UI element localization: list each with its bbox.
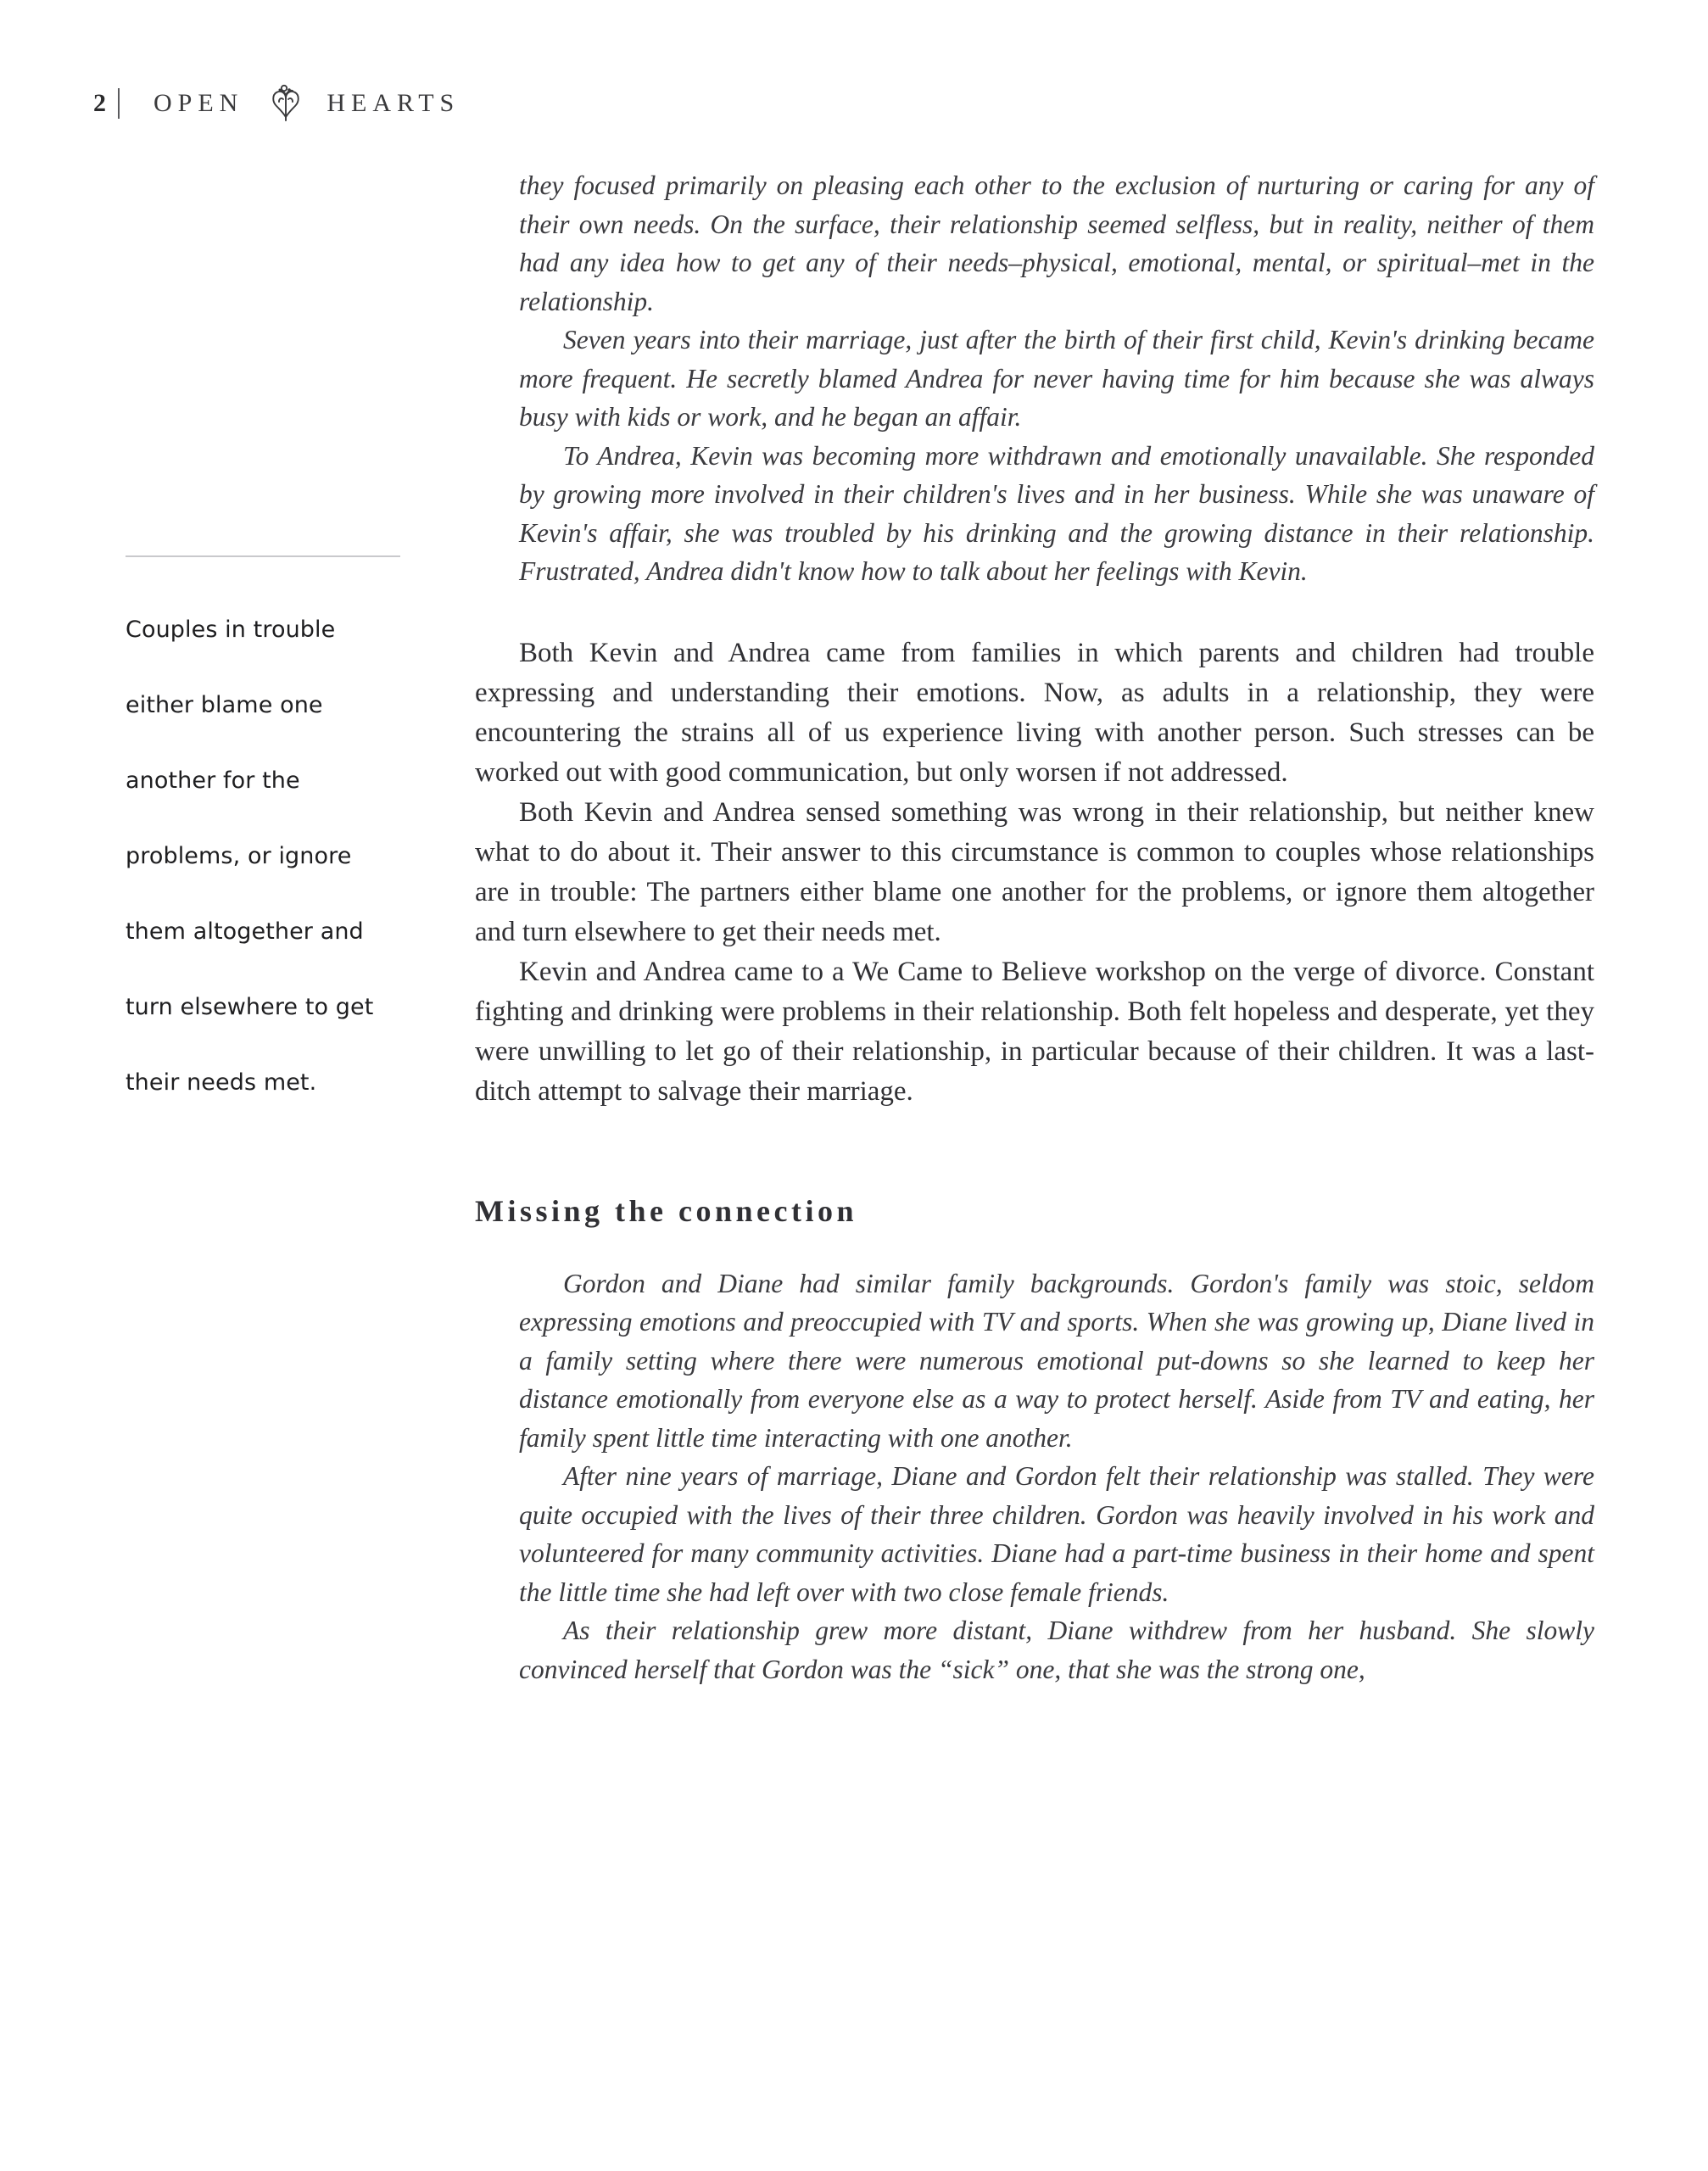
paragraph: To Andrea, Kevin was becoming more withdrawn and emotionally unavailable. She responded by growing more involved in their children's lives and in her business. While she was unaware of Kevin's affair, she was troubled by his drinking and the growing distance in their relationship. Frustrated, Andrea didn't know how to talk about her feelings with Kevin. [519,440,1594,586]
page-number: 2 [93,89,106,117]
block-spacer [475,591,1594,633]
running-header [93,85,460,122]
folio-divider [118,88,120,119]
pull-quote-line: problems, or ignore [126,843,352,870]
italic-narrative-block-one [519,166,1594,591]
paragraph: Gordon and Diane had similar family backgrounds. Gordon's family was stoic, seldom expressing emotions and preoccupied with TV and sports. When she was growing up, Diane lived in a family setting where there were numerous emotional put-downs so she learned to keep her distance emotionally from everyone else as a way to protect herself. Aside from TV and eating, her family spent little time interacting with one another. [519,1268,1594,1453]
block-spacer [475,1112,1594,1193]
pull-quote-line: another for the [126,767,300,795]
section-heading: Missing the connection [475,1193,858,1228]
block-spacer [475,1229,1594,1264]
pull-quote-line: their needs met. [126,1069,317,1097]
sidebar-pull-quote [126,555,405,1096]
paragraph: Seven years into their marriage, just after the birth of their first child, Kevin's drinking became more frequent. He secretly blamed Andrea for never having time for him because she was always busy with kids or work, and he began an affair. [519,325,1594,432]
header-title-left: OPEN [153,89,244,117]
pull-quote-line: either blame one [126,692,323,719]
paragraph: Both Kevin and Andrea sensed something was wrong in their relationship, but neither knew what to do about it. Their answer to this circumstance is common to couples whose relationships are in trouble: The partners either blame one another for the problems, or ignore them altogether and turn elsewhere to get their needs met. [475,796,1594,947]
pull-quote-rule [126,555,400,557]
roman-body-block [475,633,1594,1112]
pull-quote-line: turn elsewhere to get [126,994,374,1021]
paragraph: After nine years of marriage, Diane and Gordon felt their relationship was stalled. They were quite occupied with the lives of their three children. Gordon was heavily involved in his work and volunteered for many community activities. Diane had a part-time business in their home and spent the little time she had left over with two close female friends. [519,1461,1594,1607]
paragraph: Kevin and Andrea came to a We Came to Believe workshop on the verge of divorce. Constant fighting and drinking were problems in their relationship. Both felt hopeless and desperate, yet they were unwilling to let go of their relationship, in particular because of their children. It was a last-ditch attempt to salvage their marriage. [475,956,1594,1107]
paragraph: they focused primarily on pleasing each other to the exclusion of nurturing or caring for any of their own needs. On the surface, their relationship seemed selfless, but in reality, neither of them had any idea how to get any of their needs–physical, emotional, mental, or spiritual–met in the relationship. [519,170,1594,316]
pull-quote-line: them altogether and [126,918,364,946]
pull-quote-line: Couples in trouble [126,617,336,643]
main-text-column [475,166,1594,1688]
heart-flower-ornament [264,81,308,126]
paragraph: As their relationship grew more distant, Diane withdrew from her husband. She slowly convinced herself that Gordon was the “sick” one, that she was the strong one, [519,1616,1594,1684]
italic-narrative-block-two [519,1264,1594,1689]
header-title-right: HEARTS [327,89,460,117]
paragraph: Both Kevin and Andrea came from families in which parents and children had trouble expressing and understanding their emotions. Now, as adults in a relationship, they were encountering the strains all of us experience living with another person. Such stresses can be worked out with good communication, but only worsen if not addressed. [475,637,1594,788]
